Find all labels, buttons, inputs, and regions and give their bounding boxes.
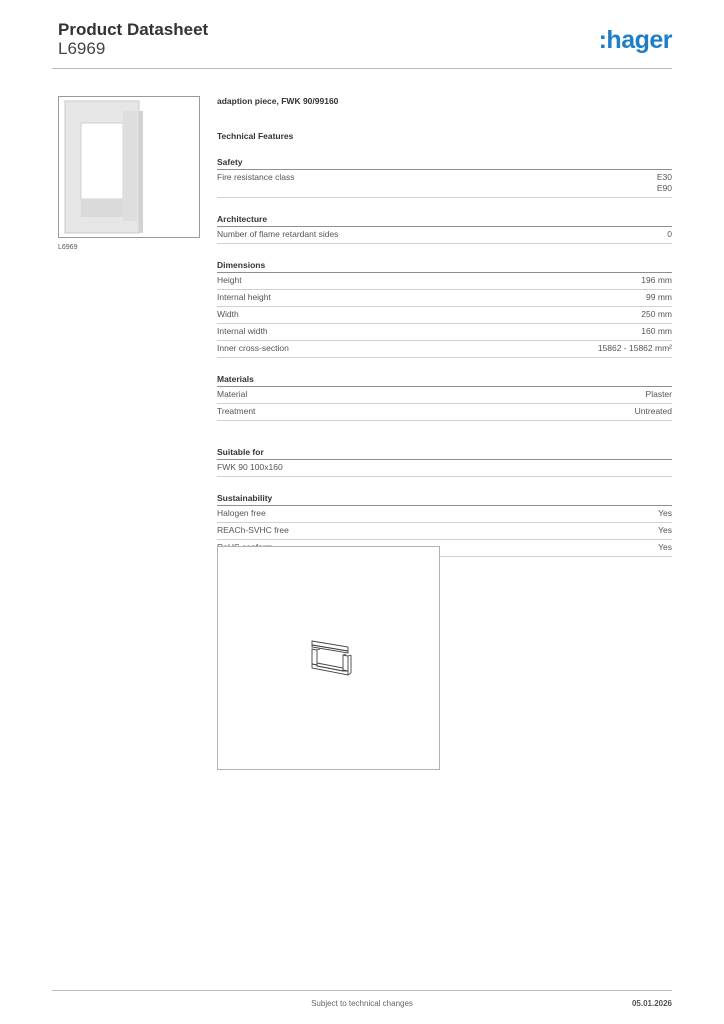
section-title: Dimensions <box>217 260 672 273</box>
product-code: L6969 <box>58 39 106 58</box>
row-label: Internal height <box>217 292 271 302</box>
table-row <box>217 387 672 404</box>
table-row <box>217 460 672 477</box>
section-materials <box>217 374 672 421</box>
row-label: FWK 90 100x160 <box>217 462 283 472</box>
section-architecture <box>217 214 672 244</box>
row-value: 250 mm <box>641 309 672 319</box>
row-value: E30 E90 <box>656 172 672 193</box>
row-label: Fire resistance class <box>217 172 295 182</box>
row-value: 196 mm <box>641 275 672 285</box>
row-value: 160 mm <box>641 326 672 336</box>
product-description: adaption piece, FWK 90/99160 <box>217 96 339 106</box>
header-divider <box>52 68 672 69</box>
product-image <box>58 96 200 238</box>
technical-features-heading: Technical Features <box>217 131 294 141</box>
section-title: Sustainability <box>217 493 672 506</box>
row-label: REACh-SVHC free <box>217 525 289 535</box>
table-row <box>217 506 672 523</box>
row-value: Yes <box>658 542 672 552</box>
section-title: Suitable for <box>217 447 672 460</box>
table-row <box>217 290 672 307</box>
row-label: Material <box>217 389 248 399</box>
datasheet-content <box>217 96 672 587</box>
technical-drawing <box>217 546 440 770</box>
footer-date: 05.01.2026 <box>631 999 672 1008</box>
table-row <box>217 341 672 358</box>
section-title: Materials <box>217 374 672 387</box>
row-value: Plaster <box>645 389 672 399</box>
row-label: Internal width <box>217 326 268 336</box>
section-dimensions <box>217 260 672 358</box>
row-label: Halogen free <box>217 508 266 518</box>
section-suitable-for <box>217 447 672 477</box>
table-row <box>217 227 672 244</box>
table-row <box>217 324 672 341</box>
row-label: Height <box>217 275 242 285</box>
adaption-piece-drawing-icon <box>218 547 439 769</box>
product-image-caption: L6969 <box>58 244 78 251</box>
section-title: Architecture <box>217 214 672 227</box>
hager-logo: :hager <box>598 26 672 54</box>
table-row <box>217 404 672 421</box>
row-label: Inner cross-section <box>217 343 289 353</box>
table-row <box>217 523 672 540</box>
footer-divider <box>52 990 672 991</box>
row-label: Width <box>217 309 239 319</box>
section-safety <box>217 157 672 198</box>
frame-photo-icon <box>59 97 199 237</box>
row-value: 15862 - 15862 mm² <box>597 343 672 353</box>
footer-note: Subject to technical changes <box>311 999 413 1008</box>
page-title: Product Datasheet <box>58 20 209 39</box>
row-value: 0 <box>667 229 672 239</box>
table-row <box>217 273 672 290</box>
table-row <box>217 170 672 198</box>
row-label: Treatment <box>217 406 256 416</box>
row-value: Yes <box>658 508 672 518</box>
section-title: Safety <box>217 157 672 170</box>
row-value: Yes <box>658 525 672 535</box>
table-row <box>217 307 672 324</box>
row-value: 99 mm <box>646 292 672 302</box>
row-label: Number of flame retardant sides <box>217 229 339 239</box>
row-value: Untreated <box>634 406 672 416</box>
